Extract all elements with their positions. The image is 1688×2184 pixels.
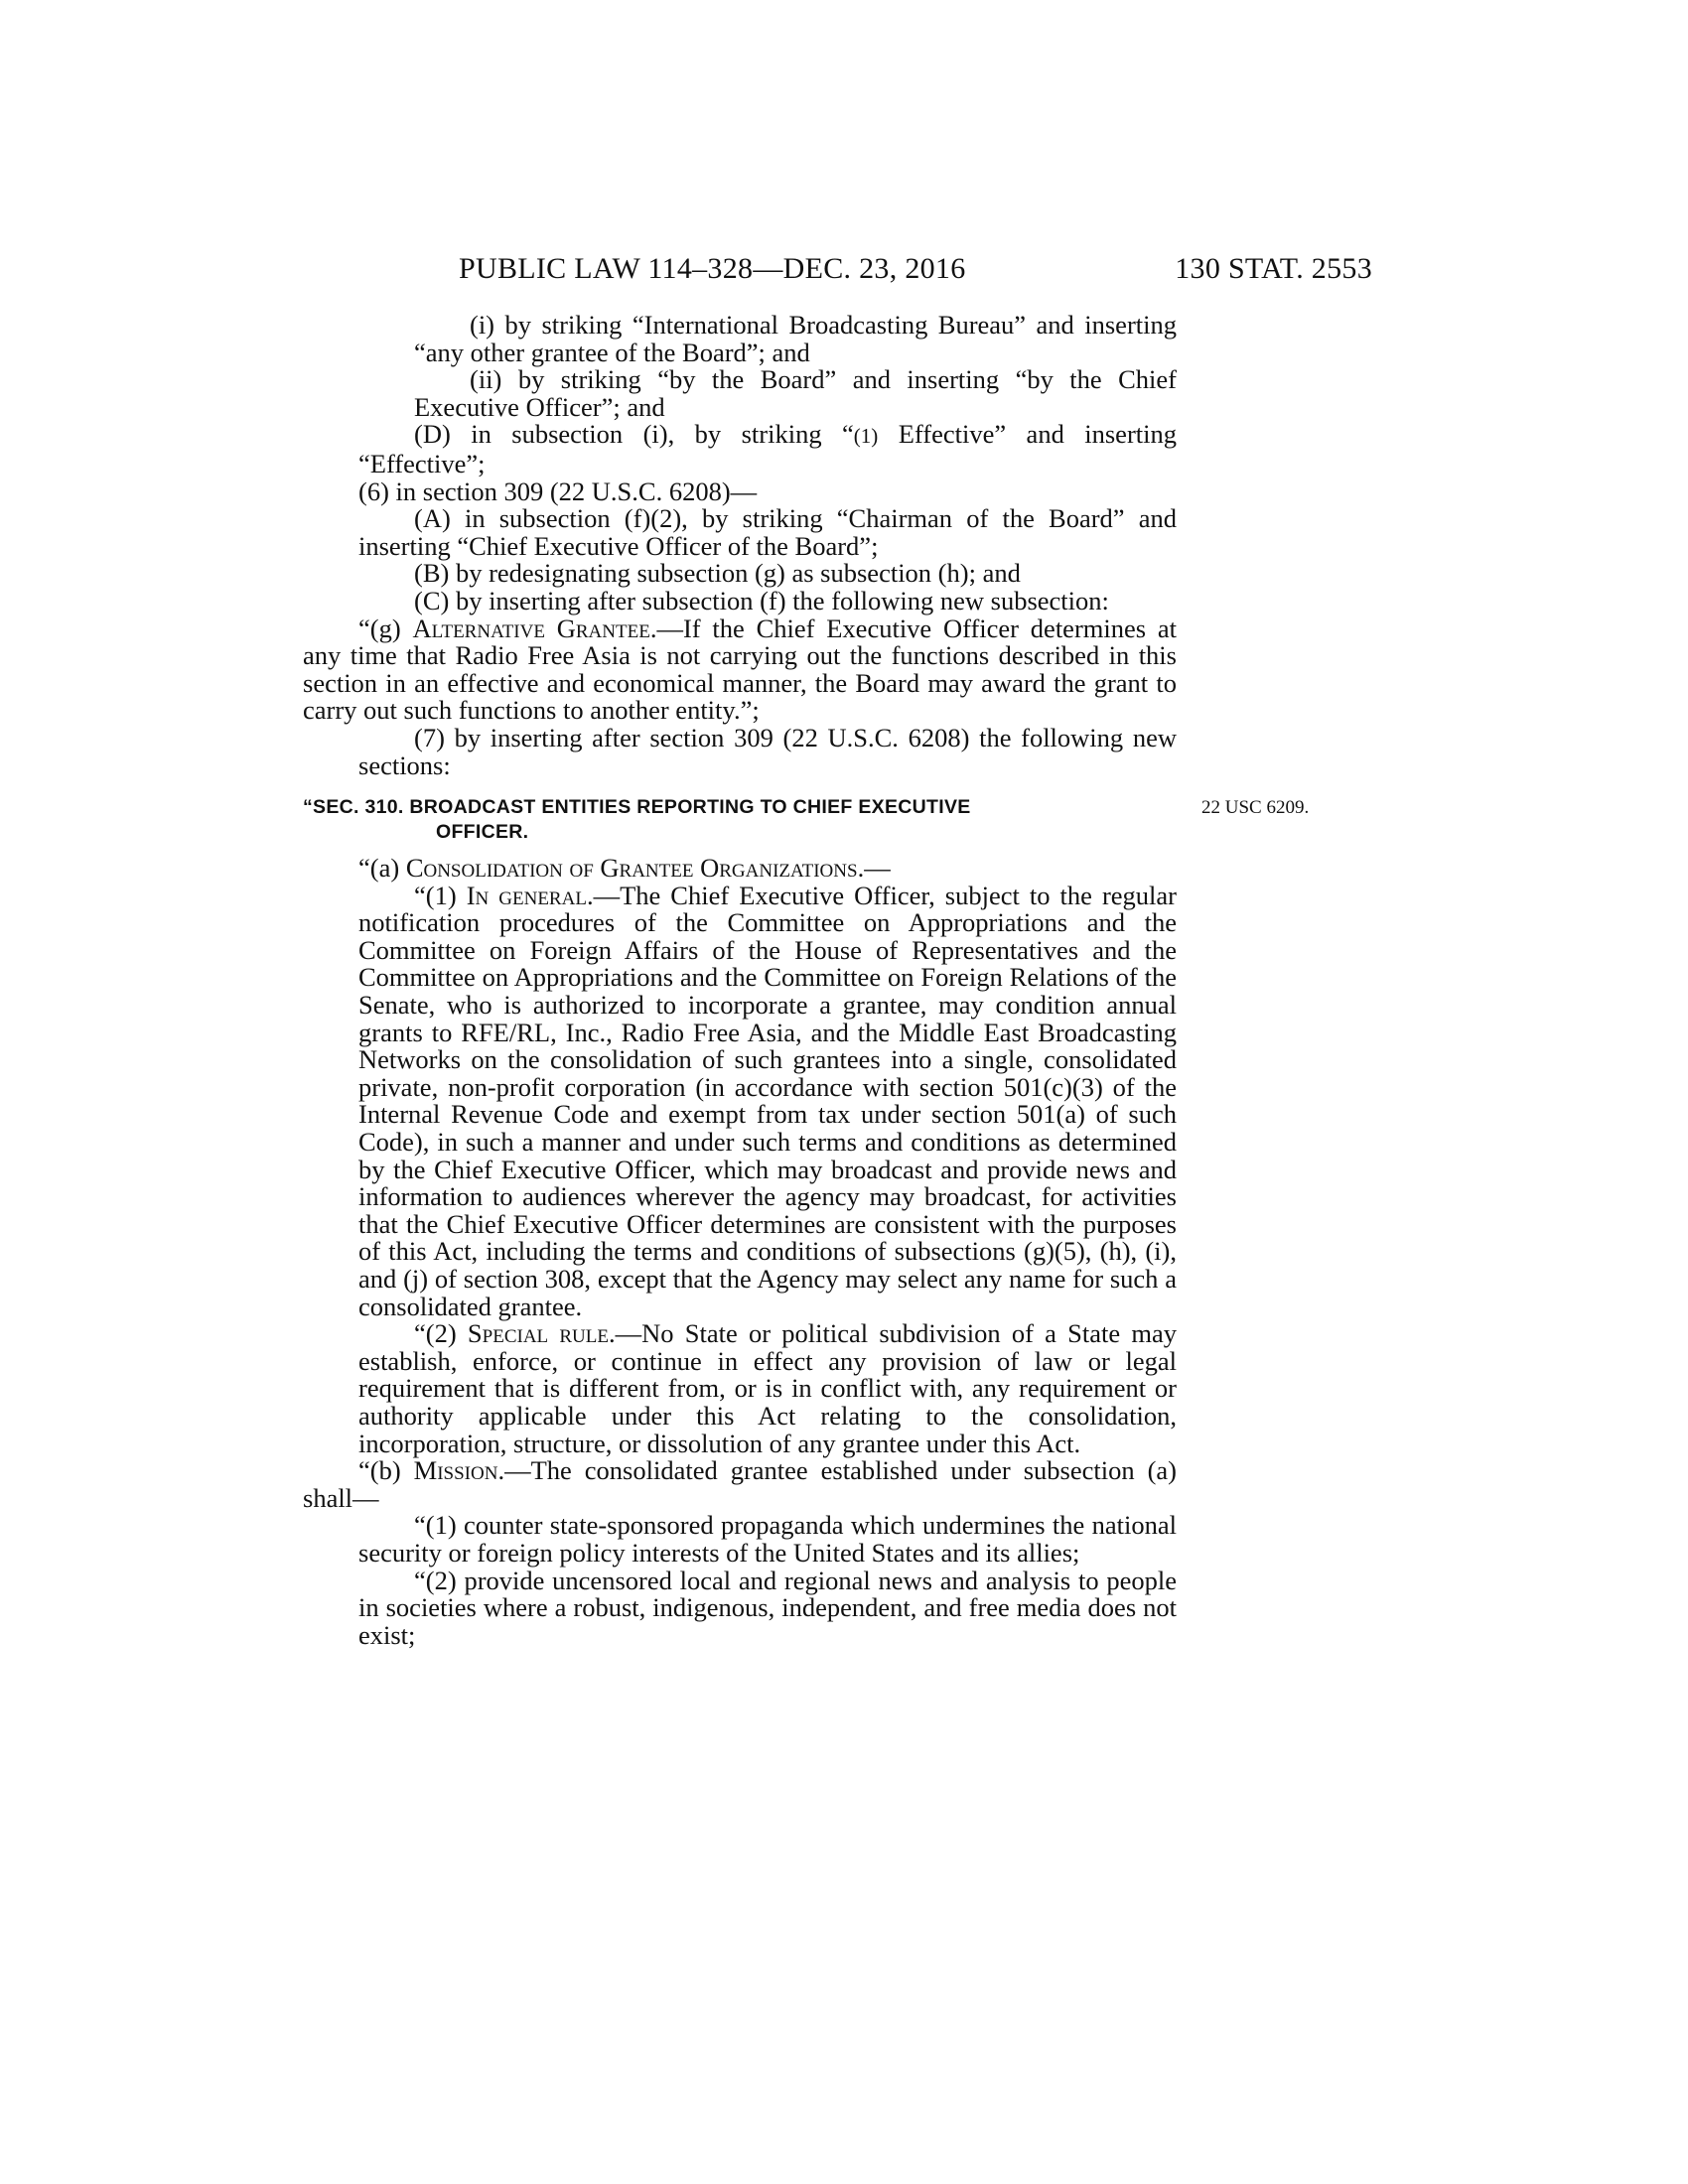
paragraph-a1-in-general [303, 880, 1177, 1321]
paragraph-a1-text: .—The Chief Executive Officer, subject to the regular notification procedures of the Committee on Appropriations and the Committee on Foreign Affairs of the House of Representatives and the Committee on Appropriations and the Committee on Foreign Relations of the Senate, who is authorized to incorporate a grantee, may condition annual grants to RFE/RL, Inc., Radio Free Asia, and the Middle East Broadcasting Networks on the consolidation of such grantees into a single, consolidated private, non-profit corporation (in accordance with section 501(c)(3) of the Internal Revenue Code and exempt from tax under section 501(a) of such Code), in such a manner and under such terms and conditions as determined by the Chief Executive Officer, which may broadcast and provide news and information to audiences wherever the agency may broadcast, for activities that the Chief Executive Officer determines are consistent with the purposes of this Act, including the terms and conditions of subsections (g)(5), (h), (i), and (j) of section 308, except that the Agency may select any name for such a consolidated grantee. [358, 880, 1177, 1321]
subsection-a-heading [303, 855, 1177, 883]
subsection-b-mission [303, 1457, 1177, 1512]
document-body [303, 310, 1310, 1650]
subsection-a-dash: .— [857, 853, 891, 884]
running-header-title: PUBLIC LAW 114–328—DEC. 23, 2016 [459, 252, 966, 285]
subsection-b-lead: “(b) [358, 1455, 414, 1486]
paragraph-a1-heading: In general [466, 880, 587, 910]
paragraph-b1: “(1) counter state-sponsored propaganda which undermines the national security or foreign policy interests of the United States and its allies; [358, 1510, 1177, 1568]
paragraph-g-text: .—If the Chief Executive Officer determines at any time that Radio Free Asia is not carrying out the functions described in this section in an effective and economical manner, the Board may award the grant to carry out such functions to another entity.”; [303, 613, 1177, 726]
paragraph-6: (6) in section 309 (22 U.S.C. 6208)— [358, 476, 758, 506]
paragraph-a2-special-rule [303, 1320, 1177, 1457]
subsection-a-lead: “(a) [358, 853, 406, 884]
paragraph-C: (C) by inserting after subsection (f) the following new subsection: [414, 585, 1109, 615]
margin-note-usc: 22 USC 6209. [1201, 797, 1310, 819]
paragraph-A: (A) in subsection (f)(2), by striking “Chairman of the Board” and inserting “Chief Executive Officer of the Board”; [358, 503, 1177, 561]
subsection-b-heading: Mission [413, 1455, 498, 1486]
section-heading [303, 795, 1310, 845]
paragraph-D [303, 421, 1177, 478]
paragraph-clause-ii: (ii) by striking “by the Board” and inserting “by the Chief Executive Officer”; and [414, 364, 1177, 422]
paragraph-g-lead: “(g) [358, 613, 413, 643]
paragraph-g-heading: Alternative Grantee [412, 613, 650, 643]
subsection-b-text: .—The consolidated grantee established under subsection (a) shall— [303, 1455, 1177, 1513]
paragraph-a2-heading: Special rule [467, 1318, 609, 1349]
subsection-a-title: Consolidation of Grantee Organizations [405, 853, 858, 884]
running-header-stat: 130 STAT. 2553 [1175, 252, 1372, 285]
section-heading-line-2: OFFICER. [436, 821, 529, 844]
paragraph-7: (7) by inserting after section 309 (22 U.S.C. 6208) the following new sections: [358, 722, 1177, 780]
paragraph-D-text-1: (D) in subsection (i), by striking “ [414, 419, 854, 450]
paragraph-D-small-number: (1) [853, 424, 879, 449]
section-heading-line-1: “SEC. 310. BROADCAST ENTITIES REPORTING TO CHIEF EXECUTIVE [303, 796, 971, 819]
paragraph-a2-text: .—No State or political subdivision of a State may establish, enforce, or continue in effect any provision of law or legal requirement that is different from, or is in conflict with, any requirement or authority applicable under this Act relating to the consolidation, incorporation, structure, or dissolution of any grantee under this Act. [358, 1318, 1177, 1458]
paragraph-a2-lead: “(2) [414, 1318, 468, 1349]
paragraph-b2: “(2) provide uncensored local and regional news and analysis to people in societies where a robust, indigenous, independent, and free media does not exist; [358, 1565, 1177, 1650]
paragraph-clause-i: (i) by striking “International Broadcasting Bureau” and inserting “any other grantee of the Board”; and [414, 310, 1177, 367]
paragraph-g-alternative-grantee [303, 615, 1177, 725]
paragraph-B: (B) by redesignating subsection (g) as subsection (h); and [414, 558, 1021, 589]
paragraph-a1-lead: “(1) [414, 880, 467, 910]
paragraph-D-text-2: Effective” and inserting “Effective”; [358, 419, 1177, 478]
